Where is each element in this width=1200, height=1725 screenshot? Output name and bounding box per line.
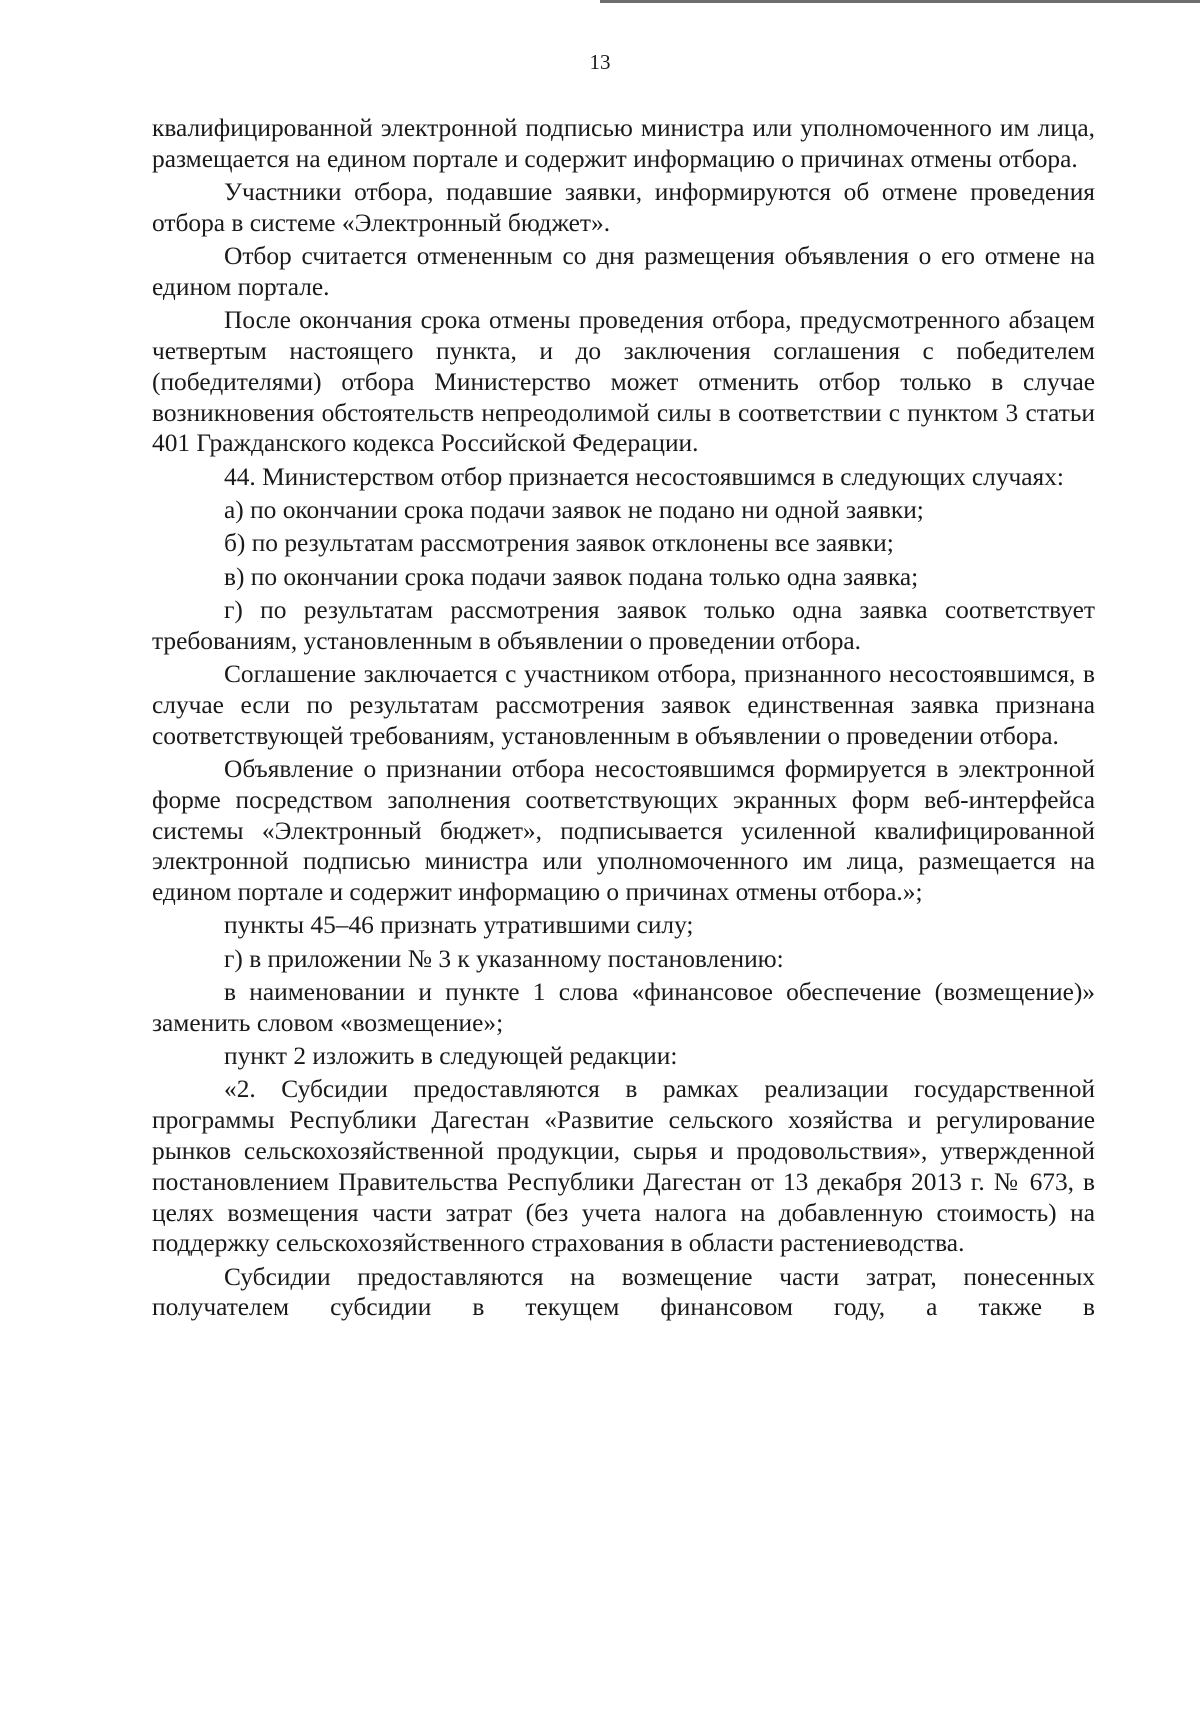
- paragraph: б) по результатам рассмотрения заявок отклонены все заявки;: [224, 529, 894, 558]
- paragraph: Участники отбора, подавшие заявки, информируются об отмене проведения отбора в системе «Электронный бюджет».: [152, 178, 1095, 237]
- document-body: [152, 113, 1095, 1326]
- paragraph: квалифицированной электронной подписью министра или уполномоченного им лица, размещается на едином портале и содержит информацию о причинах отмены отбора.: [152, 114, 1095, 173]
- page-number: 13: [589, 50, 611, 74]
- paragraph: г) по результатам рассмотрения заявок только одна заявка соответствует требованиям, установленным в объявлении о проведении отбора.: [152, 595, 1095, 655]
- paragraph: Отбор считается отмененным со дня размещения объявления о его отмене на едином портале.: [152, 242, 1095, 301]
- paragraph: в) по окончании срока подачи заявок подана только одна заявка;: [224, 562, 919, 591]
- paragraph: пункты 45–46 признать утратившими силу;: [224, 911, 694, 940]
- paragraph: 44. Министерством отбор признается несостоявшимся в следующих случаях:: [224, 462, 1064, 491]
- paragraph: а) по окончании срока подачи заявок не подано ни одной заявки;: [224, 496, 924, 525]
- scan-edge-line: [600, 0, 1200, 3]
- paragraph: в наименовании и пункте 1 слова «финансовое обеспечение (возмещение)» заменить словом «возмещение»;: [152, 978, 1095, 1037]
- paragraph: После окончания срока отмены проведения отбора, предусмотренного абзацем четвертым настоящего пункта, и до заключения соглашения с победителем (победителями) отбора Министерство может отменить отбор только в случае возникновения обстоятельств непреодолимой силы в соответствии с пунктом 3 статьи 401 Гражданского кодекса Российской Федерации.: [152, 306, 1095, 458]
- paragraph: Субсидии предоставляются на возмещение части затрат, понесенных получателем субсидии в текущем финансовом году, а также в: [152, 1262, 1095, 1322]
- paragraph: г) в приложении № 3 к указанному постановлению:: [224, 944, 784, 973]
- paragraph: Соглашение заключается с участником отбора, признанного несостоявшимся, в случае если по результатам рассмотрения заявок единственная заявка признана соответствующей требованиям, установленным в объявлении о проведении отбора.: [152, 660, 1095, 750]
- paragraph: «2. Субсидии предоставляются в рамках реализации государственной программы Республики Дагестан «Развитие сельского хозяйства и регулирование рынков сельскохозяйственной продукции, сырья и продовольствия», утвержденной постановлением Правительства Республики Дагестан от 13 декабря 2013 г. № 673, в целях возмещения части затрат (без учета налога на добавленную стоимость) на поддержку сельскохозяйственного страхования в области растениеводства.: [152, 1075, 1095, 1258]
- paragraph: пункт 2 изложить в следующей редакции:: [224, 1042, 678, 1071]
- paragraph: Объявление о признании отбора несостоявшимся формируется в электронной форме посредством заполнения соответствующих экранных форм веб-интерфейса системы «Электронный бюджет», подписывается усиленной квалифицированной электронной подписью министра или уполномоченного им лица, размещается на едином портале и содержит информацию о причинах отмены отбора.»;: [152, 754, 1095, 907]
